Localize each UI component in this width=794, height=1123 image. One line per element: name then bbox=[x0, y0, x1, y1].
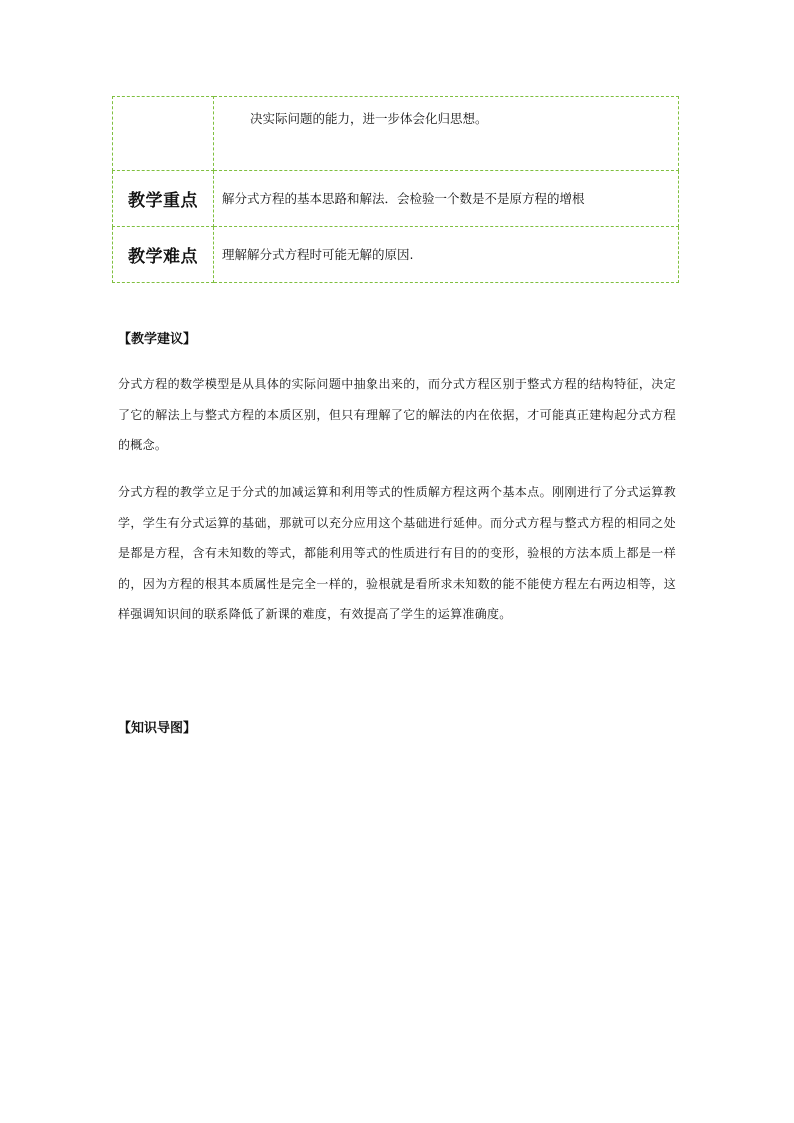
knowledge-map-heading: 【知识导图】 bbox=[118, 721, 197, 736]
lesson-info-table bbox=[112, 96, 679, 283]
row-label-key-points: 教学重点 bbox=[113, 171, 214, 227]
teaching-suggestions-paragraph-1: 分式方程的数学模型是从具体的实际问题中抽象出来的，而分式方程区别于整式方程的结构特征，决定了它的解法上与整式方程的本质区别，但只有理解了它的解法的内在依据，才可能真正建构起分式方程的概念。 bbox=[118, 377, 676, 452]
row-label-difficulties: 教学难点 bbox=[113, 227, 214, 283]
row-content-difficulties: 理解解分式方程时可能无解的原因. bbox=[214, 227, 679, 283]
table-row bbox=[113, 171, 679, 227]
row-content: 决实际问题的能力，进一步体会化归思想。 bbox=[214, 97, 679, 171]
row-content-key-points: 解分式方程的基本思路和解法．会检验一个数是不是原方程的增根 bbox=[214, 171, 679, 227]
teaching-suggestions-heading: 【教学建议】 bbox=[118, 332, 197, 347]
teaching-suggestions-paragraph-2: 分式方程的教学立足于分式的加减运算和利用等式的性质解方程这两个基本点。刚刚进行了分式运算教学，学生有分式运算的基础，那就可以充分应用这个基础进行延伸。而分式方程与整式方程的相同之处是都是方程，含有未知数的等式，都能利用等式的性质进行有目的的变形，验根的方法本质上都是一样的，因为方程的根其本质属性是完全一样的，验根就是看所求未知数的能不能使方程左右两边相等，这样强调知识间的联系降低了新课的难度，有效提高了学生的运算准确度。 bbox=[118, 485, 676, 621]
table-row bbox=[113, 97, 679, 171]
row-label bbox=[113, 97, 214, 171]
table-row bbox=[113, 227, 679, 283]
